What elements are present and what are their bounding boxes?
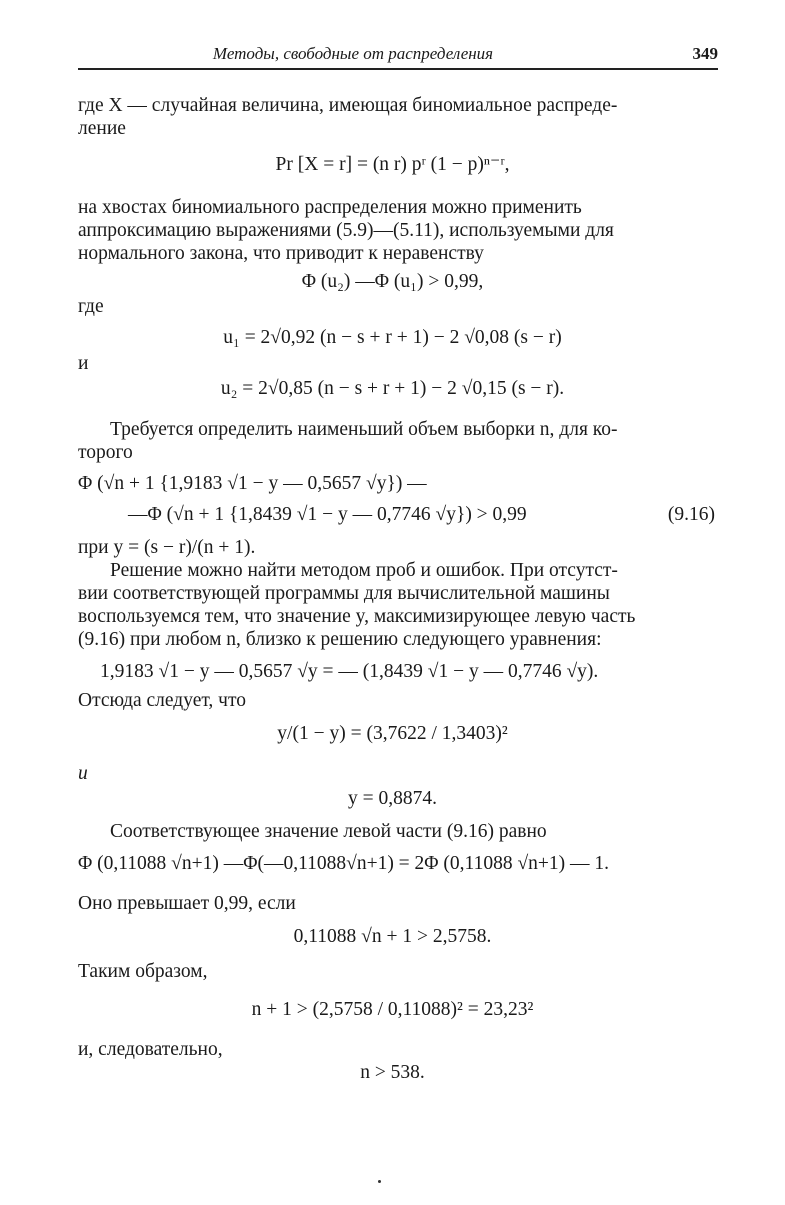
formula-y-value: y = 0,8874.	[348, 788, 437, 809]
text-line: Отсюда следует, что	[78, 690, 247, 711]
text-line: где X — случайная величина, имеющая биномиальное распреде-	[78, 95, 618, 116]
text-line: при y = (s − r)/(n + 1).	[78, 537, 256, 558]
text-line: (9.16) при любом n, близко к решению следующего уравнения:	[78, 629, 602, 650]
text-line: где	[78, 296, 104, 317]
formula-left-part: Φ (0,11088 √n+1) —Φ(—0,11088√n+1) = 2Φ (0,11088 √n+1) — 1.	[78, 853, 610, 874]
text-line: торого	[78, 442, 133, 463]
text-line: вии соответствующей программы для вычислительной машины	[78, 583, 610, 604]
running-header	[78, 44, 718, 68]
formula-equation: 1,9183 √1 − y — 0,5657 √y = — (1,8439 √1 − y — 0,7746 √y).	[100, 661, 599, 682]
formula-u1: u₁ = 2√0,92 (n − s + r + 1) − 2 √0,08 (s − r)	[223, 327, 562, 348]
text-line: Таким образом,	[78, 961, 208, 982]
running-title: Методы, свободные от распределения	[212, 44, 494, 63]
text-line: и, следовательно,	[78, 1039, 223, 1060]
equation-number: (9.16)	[667, 504, 715, 525]
formula-ratio: y/(1 − y) = (3,7622 / 1,3403)²	[277, 723, 508, 744]
text-line: Требуется определить наименьший объем выборки n, для ко-	[110, 419, 618, 440]
text-line: нормального закона, что приводит к неравенству	[78, 243, 484, 264]
text-line: и	[78, 353, 89, 374]
formula-condition: 0,11088 √n + 1 > 2,5758.	[293, 926, 492, 947]
formula-9-16-line2: —Φ (√n + 1 {1,8439 √1 − y — 0,7746 √y}) > 0,99	[128, 504, 527, 525]
formula-inequality: Φ (u₂) —Φ (u₁) > 0,99,	[301, 271, 484, 292]
formula-9-16-line1: Φ (√n + 1 {1,9183 √1 − y — 0,5657 √y}) —	[78, 473, 427, 494]
text-line: Решение можно найти методом проб и ошибок. При отсутст-	[110, 560, 618, 581]
formula-u2: u₂ = 2√0,85 (n − s + r + 1) − 2 √0,15 (s − r).	[220, 378, 565, 399]
text-line: Оно превышает 0,99, если	[78, 893, 296, 914]
formula-result: n > 538.	[360, 1062, 425, 1083]
print-speck	[378, 1180, 381, 1183]
header-rule	[78, 68, 718, 70]
text-line: ление	[78, 118, 126, 139]
formula-bound: n + 1 > (2,5758 / 0,11088)² = 23,23²	[251, 999, 534, 1020]
text-line: и	[78, 763, 88, 784]
text-line: аппроксимацию выражениями (5.9)—(5.11), используемыми для	[78, 220, 614, 241]
text-line: воспользуемся тем, что значение y, максимизирующее левую часть	[78, 606, 636, 627]
text-line: Соответствующее значение левой части (9.16) равно	[110, 821, 547, 842]
formula-binomial: Pr [X = r] = (n r) pʳ (1 − p)ⁿ⁻ʳ,	[275, 154, 510, 175]
page-number: 349	[692, 44, 718, 63]
text-line: на хвостах биномиального распределения можно применить	[78, 197, 582, 218]
